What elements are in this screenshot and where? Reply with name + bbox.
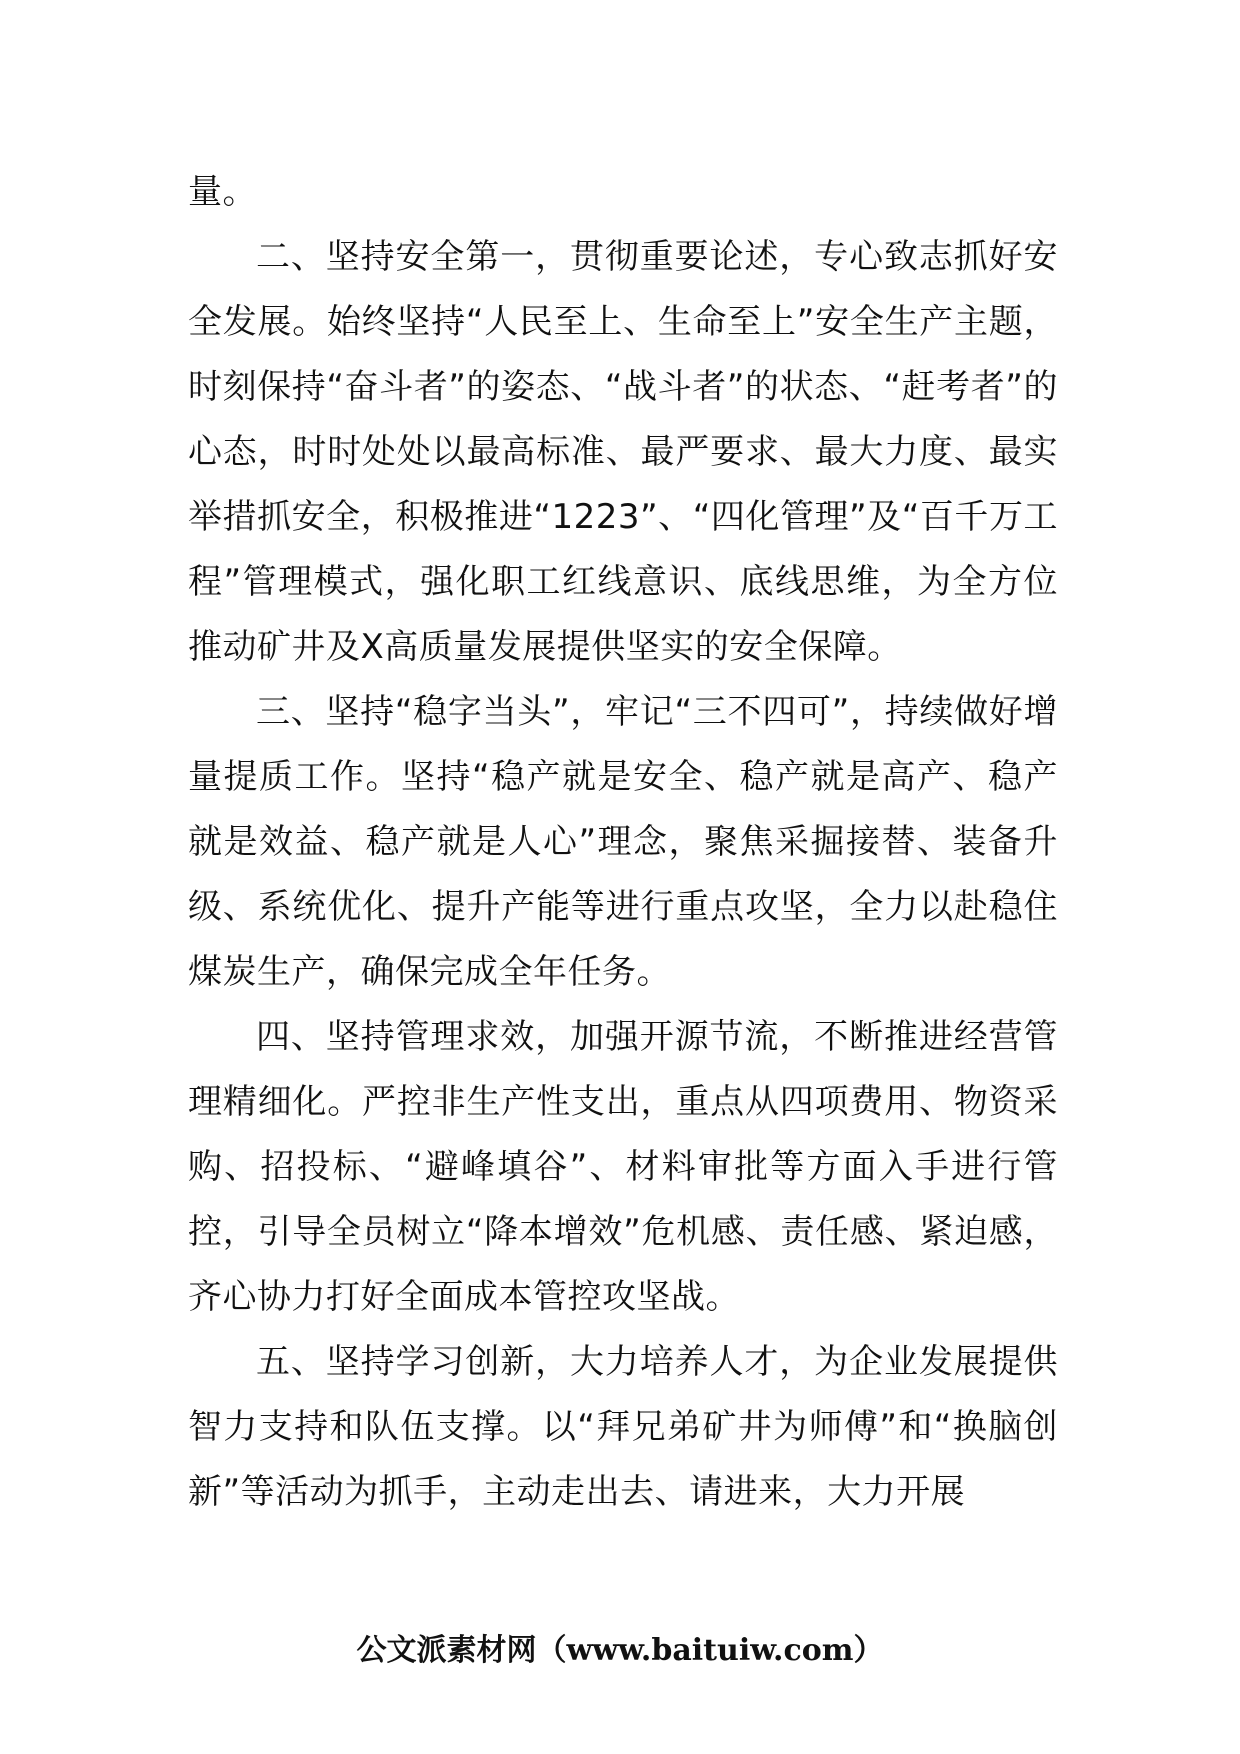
paragraph-innovation: 五、坚持学习创新，大力培养人才，为企业发展提供智力支持和队伍支撑。以“拜兄弟矿井为师傅”和“换脑创新”等活动为抓手，主动走出去、请进来，大力开展 <box>188 1342 1058 1512</box>
footer-watermark: 公文派素材网（www.baituiw.com） <box>356 1633 884 1668</box>
paragraph-safety: 二、坚持安全第一，贯彻重要论述，专心致志抓好安全发展。始终坚持“人民至上、生命至上”安全生产主题，时刻保持“奋斗者”的姿态、“战斗者”的状态、“赶考者”的心态，时时处处以最高标准、最严要求、最大力度、最实举措抓安全，积极推进“1223”、“四化管理”及“百千万工程”管理模式，强化职工红线意识、底线思维，为全方位推动矿井及X高质量发展提供坚实的安全保障。 <box>188 237 1058 667</box>
paragraph-stability: 三、坚持“稳字当头”，牢记“三不四可”，持续做好增量提质工作。坚持“稳产就是安全、稳产就是高产、稳产就是效益、稳产就是人心”理念，聚焦采掘接替、装备升级、系统优化、提升产能等进行重点攻坚，全力以赴稳住煤炭生产，确保完成全年任务。 <box>188 692 1058 992</box>
paragraph-continuation: 量。 <box>188 172 257 212</box>
document-body <box>188 160 1058 1525</box>
paragraph-management: 四、坚持管理求效，加强开源节流，不断推进经营管理精细化。严控非生产性支出，重点从四项费用、物资采购、招投标、“避峰填谷”、材料审批等方面入手进行管控，引导全员树立“降本增效”危机感、责任感、紧迫感，齐心协力打好全面成本管控攻坚战。 <box>188 1017 1058 1317</box>
